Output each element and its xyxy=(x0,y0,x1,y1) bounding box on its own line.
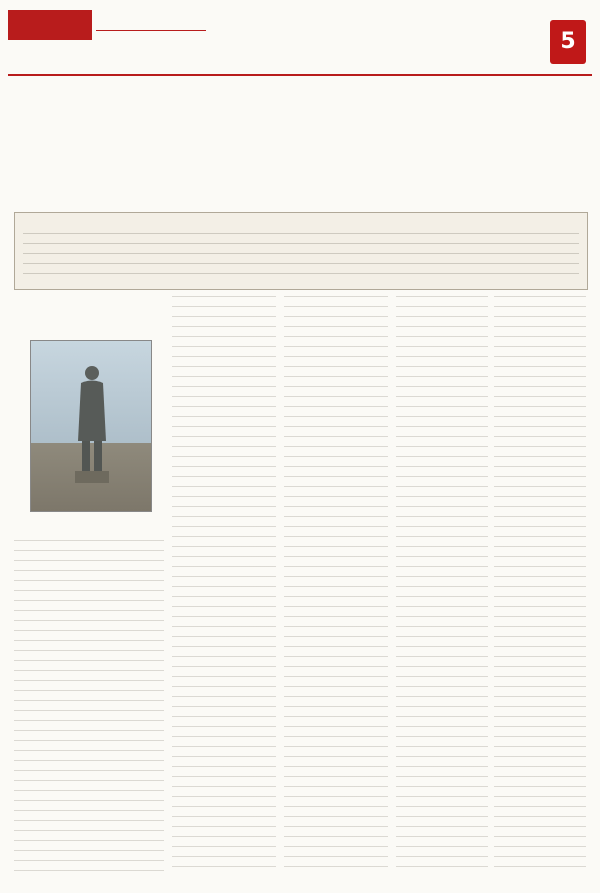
text-placeholder-lines xyxy=(14,540,164,874)
editor-note-box xyxy=(14,212,588,290)
article-subtitle xyxy=(60,150,540,174)
newspaper-masthead xyxy=(8,10,92,40)
page-number-badge: 5 xyxy=(550,20,586,64)
editor-note-body xyxy=(23,233,579,283)
statue-photo xyxy=(30,340,152,512)
banner-title xyxy=(180,12,450,48)
text-placeholder-lines xyxy=(172,296,276,874)
text-placeholder-lines xyxy=(494,296,586,874)
photo-caption xyxy=(24,514,156,536)
article-column-1 xyxy=(14,540,164,874)
banner-subtitle xyxy=(170,50,470,70)
article-column-3 xyxy=(284,296,388,874)
article-headline xyxy=(60,100,540,144)
statue-figure xyxy=(75,363,109,483)
header-divider xyxy=(8,74,592,76)
article-column-2 xyxy=(172,296,276,874)
text-placeholder-lines xyxy=(396,296,488,874)
article-byline xyxy=(160,186,440,200)
article-column-4 xyxy=(396,296,488,874)
article-column-5 xyxy=(494,296,586,874)
text-placeholder-lines xyxy=(284,296,388,874)
text-placeholder-lines xyxy=(23,233,579,283)
